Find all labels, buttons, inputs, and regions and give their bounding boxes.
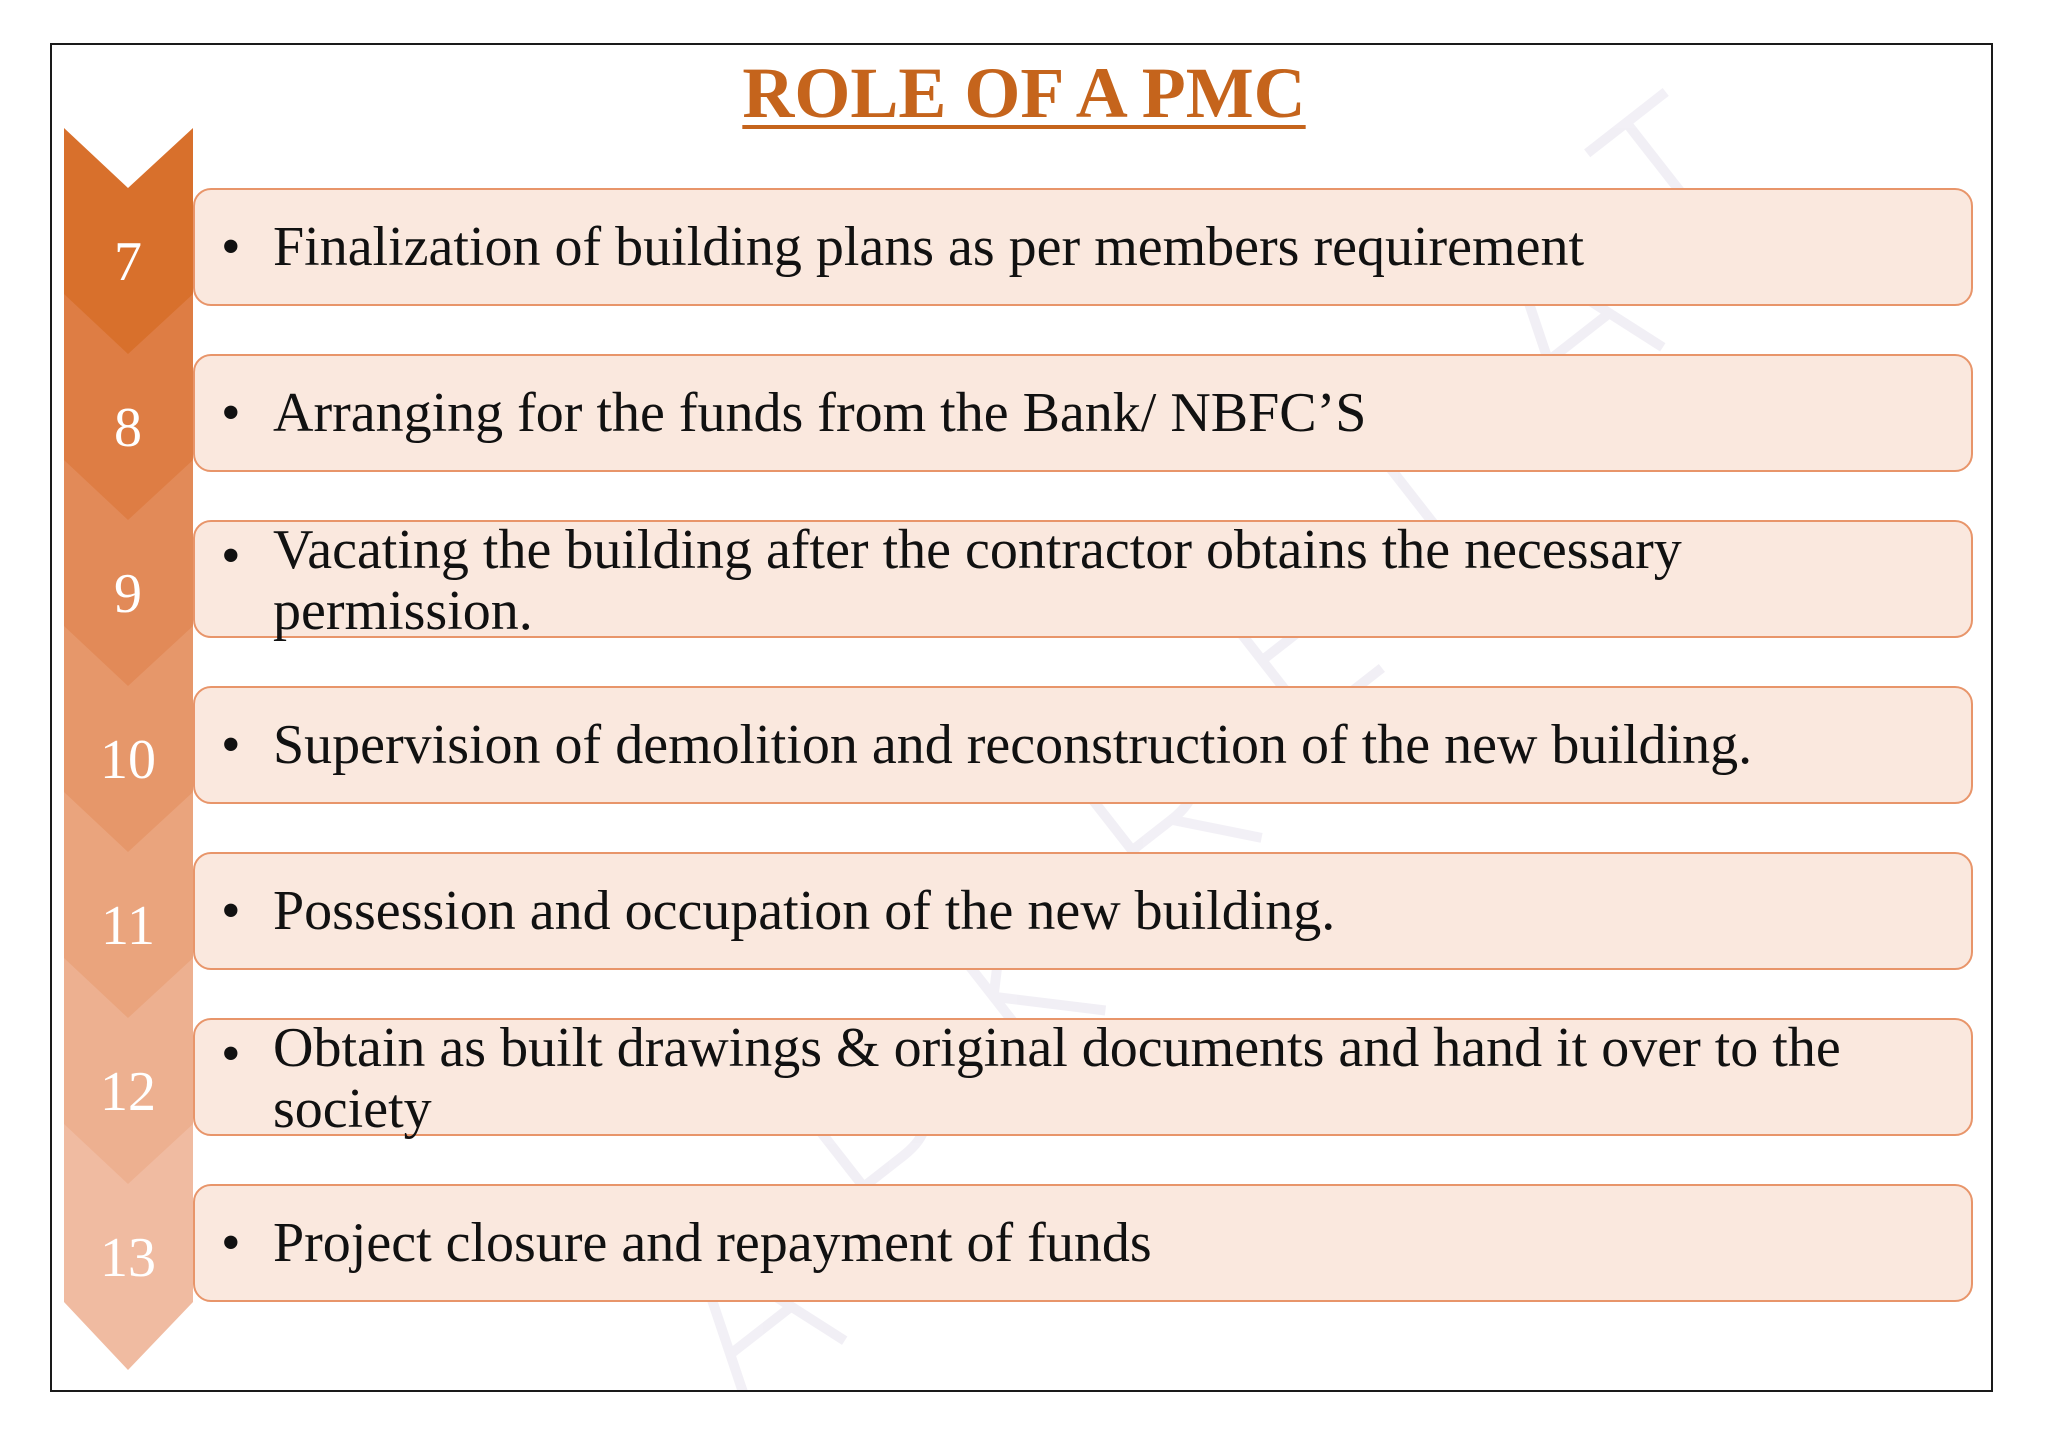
step-item [193,519,1973,642]
step-number: 10 [100,729,156,791]
step-text: Obtain as built drawings & original documents and hand it over to the society [273,1017,1841,1140]
step-number: 11 [101,895,155,957]
step-number: 8 [114,397,142,459]
step-item [193,1017,1973,1140]
step-text: Finalization of building plans as per members requirement [273,215,1584,278]
step-number: 9 [114,563,142,625]
step-text: Possession and occupation of the new building. [273,879,1336,942]
bullet-icon: • [221,880,241,942]
step-item [193,686,1973,804]
step-text: Vacating the building after the contractor obtains the necessary permission. [273,519,1682,642]
step-number: 12 [100,1061,156,1123]
step-text: Project closure and repayment of funds [273,1211,1152,1274]
bullet-icon: • [221,1212,241,1274]
step-number: 7 [114,231,142,293]
bullet-icon: • [221,1023,241,1085]
step-item [193,852,1973,970]
bullet-icon: • [221,714,241,776]
step-item [193,188,1973,306]
page-title: ROLE OF A PMC [742,53,1306,133]
bullet-icon: • [221,216,241,278]
step-number: 13 [100,1227,156,1289]
bullet-icon: • [221,525,241,587]
step-text: Supervision of demolition and reconstruction of the new building. [273,713,1753,776]
step-item [193,1184,1973,1302]
step-item [193,354,1973,472]
bullet-icon: • [221,382,241,444]
step-text: Arranging for the funds from the Bank/ NBFC’S [273,381,1367,444]
